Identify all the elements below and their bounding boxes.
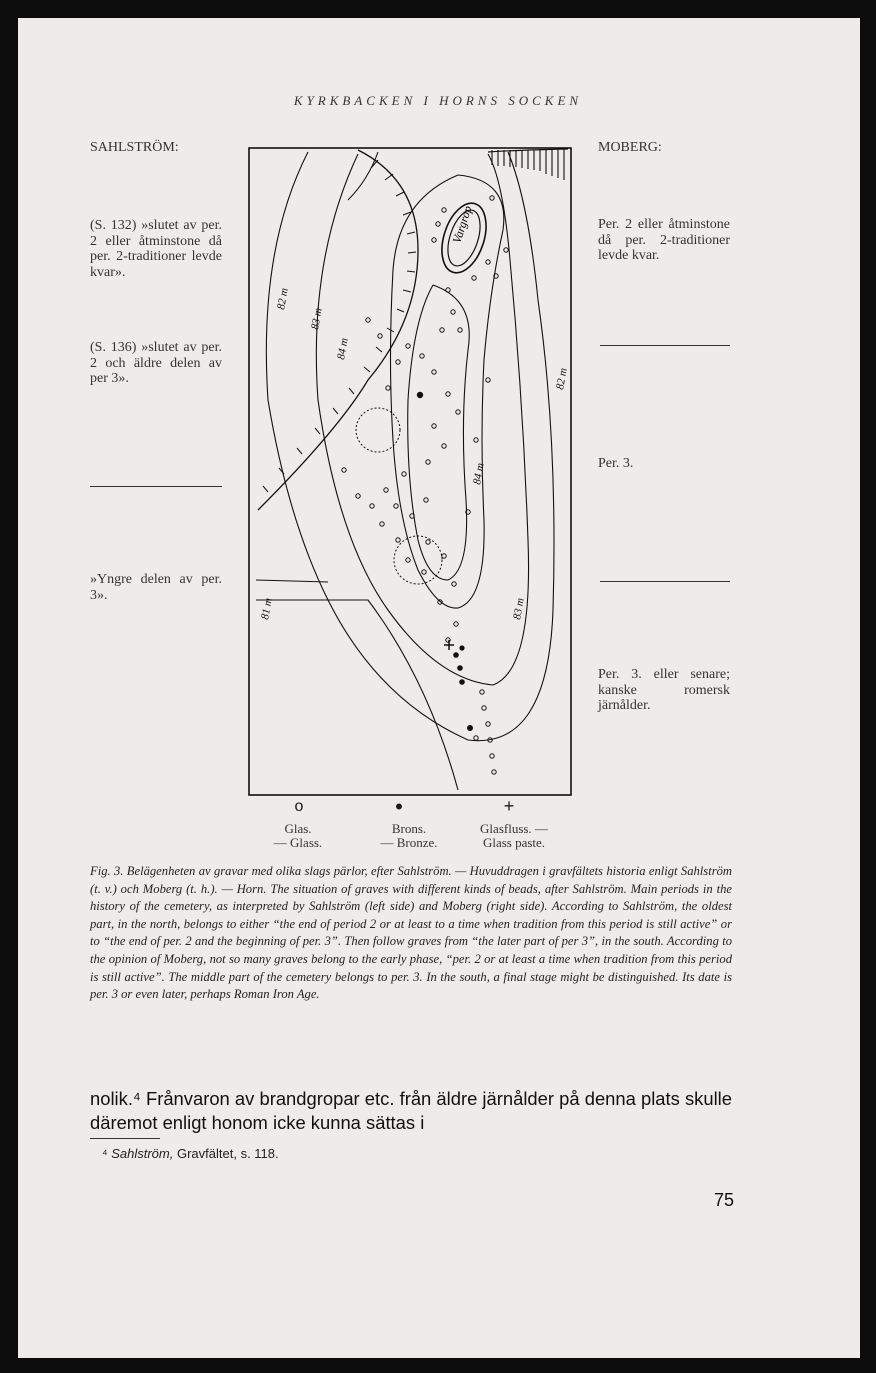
page-number: 75 [713, 1190, 734, 1210]
legend-glass [258, 822, 338, 850]
cemetery-map [248, 140, 573, 798]
left-note-1: (S. 132) »slutet av per. 2 eller åtminstone då per. 2-traditioner levde kvar». [90, 218, 222, 280]
legend-glass-symbol: o [294, 798, 304, 815]
contour-labels [259, 287, 570, 621]
legend-bronze-en: — Bronze. [380, 835, 438, 850]
left-divider [90, 486, 222, 487]
legend-symbols [284, 794, 584, 820]
svg-text:84 m: 84 m [335, 337, 351, 361]
mound-north [356, 408, 400, 452]
body-text: nolik.⁴ Frånvaron av brandgropar etc. från äldre järnålder på denna plats skulle däremot enligt honom icke kunna sättas i [90, 1088, 732, 1133]
legend-paste [464, 822, 564, 850]
legend-bronze [364, 822, 454, 850]
legend-paste-en: Glass paste. [482, 835, 546, 850]
map-frame [249, 148, 571, 795]
left-note-3: »Yngre delen av per. 3». [90, 572, 222, 603]
right-column-title: MOBERG: [598, 140, 662, 155]
glass-bead-markers [342, 196, 508, 774]
footnote [102, 1146, 279, 1161]
right-divider-1 [600, 345, 730, 346]
footnote-ref: Gravfältet, s. 118. [176, 1146, 279, 1161]
legend-paste-label: Glasfluss. — [480, 821, 548, 836]
bank-hatching [492, 149, 564, 180]
contours [256, 152, 554, 790]
right-note-3: Per. 3. eller senare; kanske romersk järnålder. [598, 667, 730, 713]
svg-text:82 m: 82 m [275, 287, 291, 311]
footnote-author: Sahlström, [111, 1146, 174, 1161]
svg-text:84 m: 84 m [471, 462, 487, 486]
right-note-2: Per. 3. [598, 456, 634, 471]
right-note-1: Per. 2 eller åtminstone då per. 2-traditioner levde kvar. [598, 217, 730, 263]
footnote-rule [90, 1138, 160, 1139]
legend-glass-en: — Glass. [273, 835, 323, 850]
legend-bronze-label: Brons. [391, 821, 427, 836]
svg-text:83 m: 83 m [309, 307, 325, 331]
glass-paste-markers [444, 640, 454, 650]
svg-text:82 m: 82 m [554, 367, 570, 391]
legend-paste-symbol: + [503, 796, 515, 816]
footnote-marker: ⁴ [102, 1146, 108, 1161]
svg-text:81 m: 81 m [259, 597, 275, 621]
running-header: KYRKBACKEN I HORNS SOCKEN [293, 93, 583, 108]
left-column-title: SAHLSTRÖM: [90, 140, 179, 155]
svg-text:83 m: 83 m [511, 597, 527, 621]
mound-south [394, 536, 442, 584]
right-divider-2 [600, 581, 730, 582]
figure-caption: Fig. 3. Belägenheten av gravar med olika slags pärlor, efter Sahlström. — Huvuddragen i gravfältets historia enligt Sahlström (t. v.) och Moberg (t. h.). — Horn. The situation of graves with different kinds of beads, after Sahlström. Main periods in the history of the cemetery, as interpreted by Sahlström (left side) and Moberg (right side). According to Sahlström, the oldest part, in the north, belongs to either “the end of period 2 or at least to a time when tradition from this period is still active” or to “the end of per. 2 and the beginning of per. 3”. Then follow graves from “the later part of per 3”, in the south. According to the opinion of Moberg, not so many graves belong to the early phase, “per. 2 or at least a time when tradition from this period is still active”. The middle part of the cemetery belongs to per. 3. In the south, a final stage might be distinguished. Its date is per. 3 or even later, perhaps Roman Iron Age. [90, 864, 732, 1002]
left-note-2: (S. 136) »slutet av per. 2 och äldre delen av per 3». [90, 340, 222, 386]
legend-bronze-symbol: • [395, 794, 403, 819]
pit-label: Vargrop [449, 204, 475, 245]
legend-glass-label: Glas. [284, 821, 312, 836]
